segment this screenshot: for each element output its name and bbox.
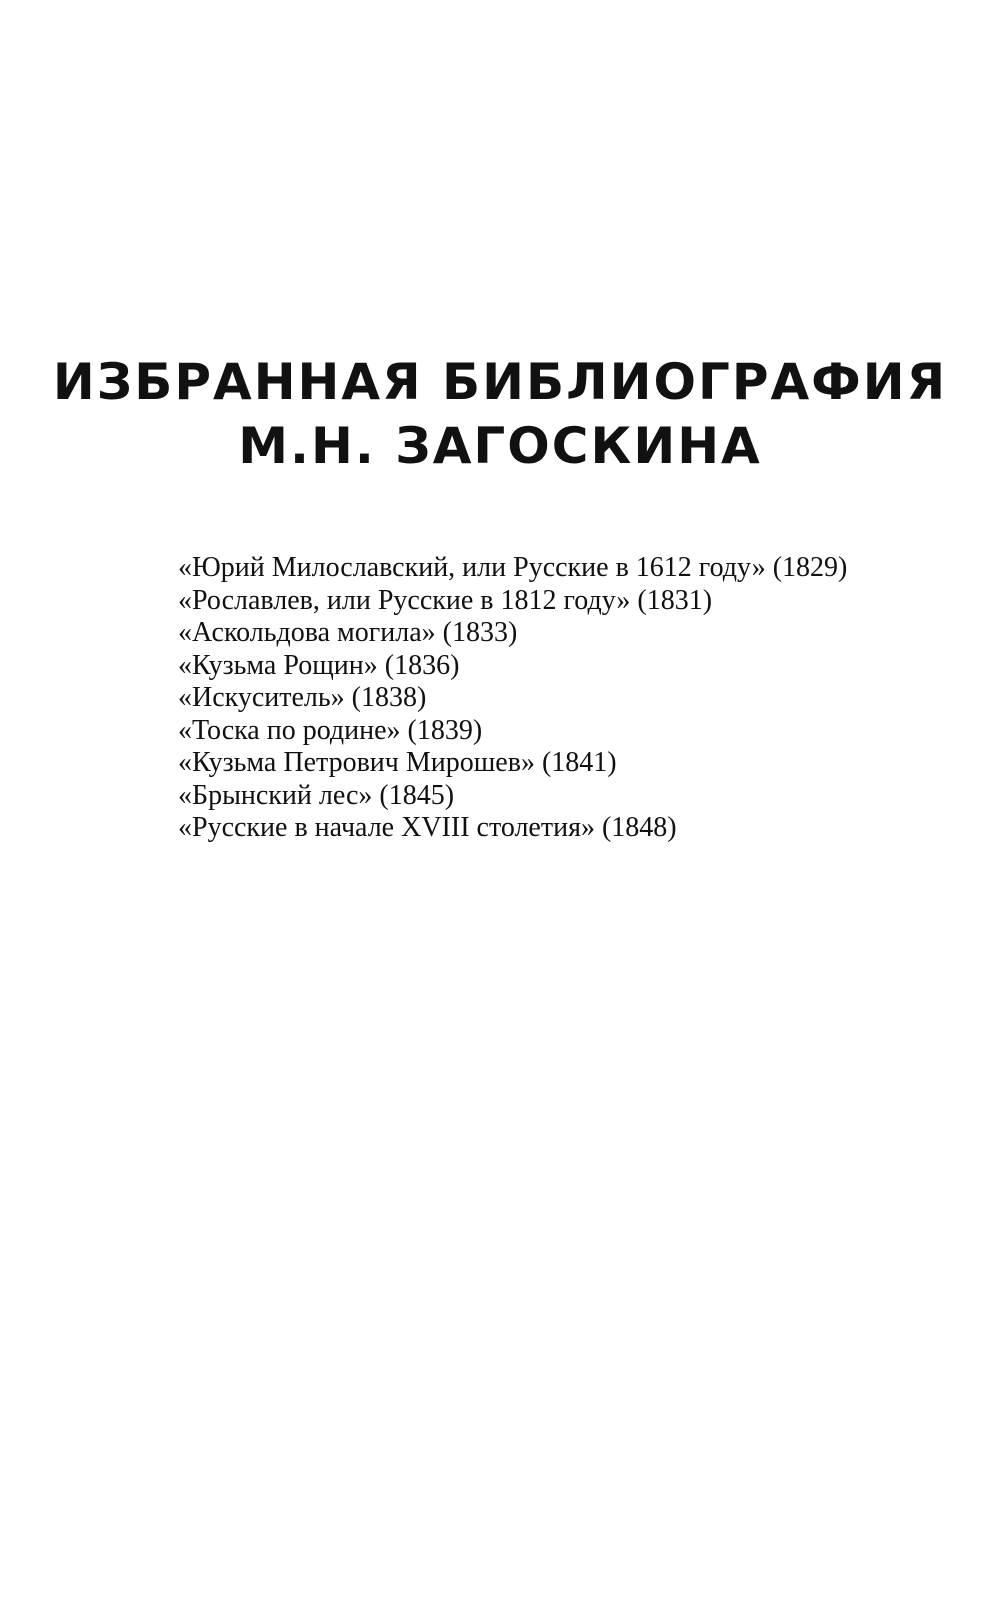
bibliography-item: «Кузьма Рощин» (1836) (178, 649, 460, 681)
title-line-2: М.Н. ЗАГОСКИНА (238, 417, 762, 475)
page-title (0, 350, 1000, 478)
bibliography-item: «Русские в начале XVIII столетия» (1848) (178, 812, 677, 843)
bibliography-list (178, 552, 958, 845)
bibliography-item: «Юрий Милославский, или Русские в 1612 году» (1829) (178, 552, 848, 583)
title-line-1: ИЗБРАННАЯ БИБЛИОГРАФИЯ (52, 353, 948, 411)
bibliography-item: «Искуситель» (1838) (178, 682, 427, 713)
bibliography-item: «Рославлев, или Русские в 1812 году» (1831) (178, 584, 713, 616)
bibliography-item: «Тоска по родине» (1839) (178, 714, 483, 746)
bibliography-item: «Брынский лес» (1845) (178, 779, 455, 811)
bibliography-item: «Кузьма Петрович Мирошев» (1841) (178, 747, 617, 778)
bibliography-item: «Аскольдова могила» (1833) (178, 617, 518, 648)
